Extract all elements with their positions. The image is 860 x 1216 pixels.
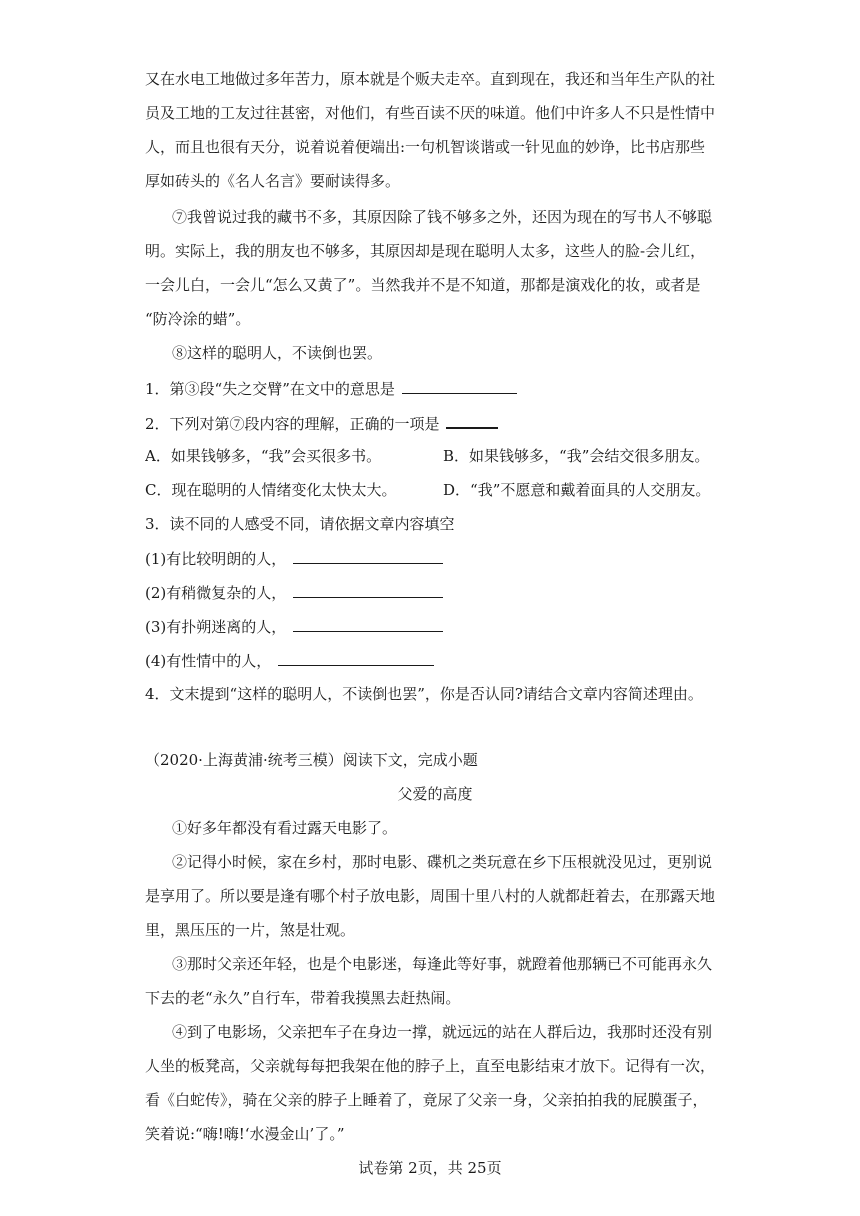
option-a[interactable]: A．如果钱够多，“我”会买很多书。 [145,447,382,465]
paragraph-2-line: 是享用了。所以要是逢有哪个村子放电影，周围十里八村的人就都赶着去，在那露天地 [145,887,716,905]
paragraph-2-line: 里，黑压压的一片，煞是壮观。 [145,921,356,939]
question-3-item [145,547,725,570]
question-3-item-text: (2)有稍微复杂的人， [145,584,287,602]
question-2-text: 2．下列对第⑦段内容的理解，正确的一项是 [145,415,440,433]
paragraph-7-line: 一会儿白，一会儿“怎么又黄了”。当然我并不是不知道，那都是演戏化的妆，或者是 [145,276,701,294]
paragraph-4-line: 笑着说:“嗨!嗨!‘水漫金山’了。” [145,1125,345,1143]
question-4: 4．文末提到“这样的聪明人，不读倒也罢”，你是否认同?请结合文章内容简述理由。 [145,685,703,703]
article-line: 人，而且也很有天分，说着说着便端出:一句机智谈谐或一针见血的妙诤，比书店那些 [145,138,706,156]
question-3-item [145,649,725,672]
paragraph-4-line: ④到了电影场，父亲把车子在身边一撑，就远远的站在人群后边，我那时还没有别 [172,1023,713,1041]
paragraph-1: ①好多年都没有看过露天电影了。 [172,819,398,837]
paragraph-4-line: 人坐的板凳高，父亲就每每把我架在他的脖子上，直至电影结束才放下。记得有一次， [145,1057,716,1075]
paragraph-4-line: 看《白蛇传》，骑在父亲的脖子上睡着了，竟尿了父亲一身，父亲拍拍我的屁膜蛋子， [145,1091,708,1109]
article-line: 又在水电工地做过多年苦力，原本就是个贩夫走卒。直到现在，我还和当年生产队的社 [145,70,716,88]
option-c[interactable]: C．现在聪明的人情绪变化太快太大。 [145,481,397,499]
question-3: 3．读不同的人感受不同，请依据文章内容填空 [145,515,455,533]
article-title: 父爱的高度 [397,785,473,803]
option-b[interactable]: B．如果钱够多，“我”会结交很多朋友。 [443,447,710,465]
question-3-item [145,615,725,638]
answer-blank-q1[interactable] [402,377,517,394]
paragraph-7-line: 明。实际上，我的朋友也不够多，其原因却是现在聪明人太多，这些人的脸-会儿红， [145,242,706,260]
article-line: 员及工地的工友过往甚密，对他们，有些百读不厌的味道。他们中许多人不只是性情中 [145,104,716,122]
question-2 [145,411,725,435]
paragraph-3-line: ③那时父亲还年轻，也是个电影迷，每逢此等好事，就蹬着他那辆已不可能再永久 [172,955,713,973]
answer-blank-q3-3[interactable] [293,615,443,632]
question-1 [145,377,725,400]
paragraph-7-line: ⑦我曾说过我的藏书不多，其原因除了钱不够多之外，还因为现在的写书人不够聪 [172,208,713,226]
answer-blank-q2[interactable] [446,411,498,429]
answer-blank-q3-2[interactable] [293,581,443,598]
paragraph-7-line: “防冷涂的蜡”。 [145,310,251,328]
paragraph-2-line: ②记得小时候，家在乡村，那时电影、碟机之类玩意在乡下压根就没见过，更别说 [172,853,713,871]
question-3-item-text: (1)有比较明朗的人， [145,550,287,568]
answer-blank-q3-4[interactable] [278,649,434,666]
option-d[interactable]: D．“我”不愿意和戴着面具的人交朋友。 [443,481,711,499]
answer-blank-q3-1[interactable] [293,547,443,564]
question-1-text: 1．第③段“失之交臂”在文中的意思是 [145,380,395,398]
paragraph-8: ⑧这样的聪明人，不读倒也罢。 [172,344,383,362]
question-3-item [145,581,725,604]
question-3-item-text: (4)有性情中的人， [145,652,272,670]
article-line: 厚如砖头的《名人名言》要耐读得多。 [145,172,401,190]
page-footer: 试卷第 2页，共 25页 [358,1159,502,1177]
paragraph-3-line: 下去的老“永久”自行车，带着我摸黑去赶热闹。 [145,989,461,1007]
section-source: （2020·上海黄浦·统考三模）阅读下文，完成小题 [145,751,478,769]
question-3-item-text: (3)有扑朔迷离的人， [145,618,287,636]
